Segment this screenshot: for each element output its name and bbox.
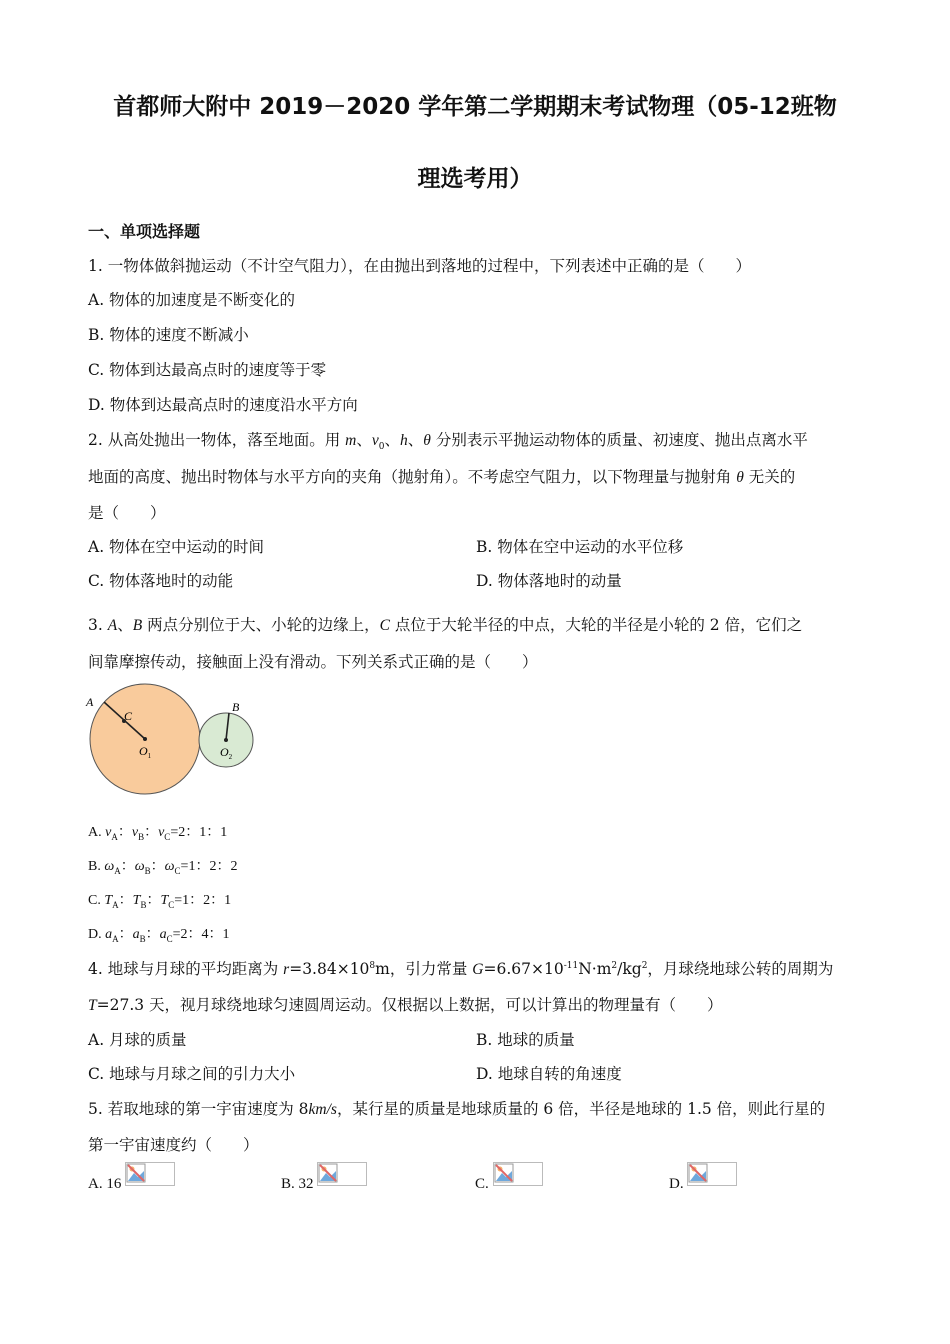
q4-stem-line2: T=27.3 天，视月球绕地球匀速圆周运动。仅根据以上数据，可以计算出的物理量有（ ） — [88, 996, 723, 1014]
q5-stem-line2: 第一宇宙速度约（ ） — [88, 1136, 259, 1154]
q4-stem-line1: 4. 地球与月球的平均距离为 $r=3.84\times 10^8m$，引力常量 $G=6.67\times 10^{-11}N\cdot m^2/kg^2$，月球绕地球公转的周期为 — [88, 960, 834, 978]
q5-option-c-label: C. — [475, 1176, 489, 1192]
broken-image-icon — [687, 1162, 737, 1186]
q3-option-d: D. $a_A$：$a_B$：$a_C=2$：4：1 — [88, 927, 230, 944]
q2-option-c: C. 物体落地时的动能 — [88, 572, 234, 590]
q1-stem: 1. 一物体做斜抛运动（不计空气阻力），在由抛出到落地的过程中，下列表述中正确的是（ ） — [88, 257, 751, 275]
label-o1: $O_1$ — [139, 744, 152, 760]
q3-option-b: B. $\omega_A$：$\omega_B$：$\omega_C=1$：2：2 — [88, 859, 238, 876]
q1-option-b: B. 物体的速度不断减小 — [88, 326, 249, 344]
q4-option-c: C. 地球与月球之间的引力大小 — [88, 1065, 296, 1083]
center-o1-dot — [143, 737, 147, 741]
q5-option-a-label: A. 16 — [88, 1176, 122, 1192]
broken-image-icon — [493, 1162, 543, 1186]
section-heading: 一、单项选择题 — [88, 222, 201, 241]
q1-option-d: D. 物体到达最高点时的速度沿水平方向 — [88, 396, 358, 414]
center-o2-dot — [224, 738, 228, 742]
q3-stem-line2: 间靠摩擦传动，接触面上没有滑动。下列关系式正确的是（ ） — [88, 653, 538, 671]
q3-option-a: A. $v_A$：$v_B$：$v_C=2$：1：1 — [88, 825, 228, 842]
q3-option-c: C. $T_A$：$T_B$：$T_C=1$：2：1 — [88, 893, 232, 910]
label-a: A — [86, 695, 94, 709]
q5-option-c — [475, 1176, 543, 1200]
q5-option-b-label: B. 32 — [281, 1176, 314, 1192]
broken-image-icon — [125, 1162, 175, 1186]
broken-image-icon — [317, 1162, 367, 1186]
page-title-line1: 首都师大附中 2019－2020 学年第二学期期末考试物理（05-12班物 — [113, 94, 837, 120]
q2-option-b: B. 物体在空中运动的水平位移 — [476, 538, 684, 556]
q2-stem-line1: 2. 从高处抛出一物体，落至地面。用 m、$v_0$、h、θ 分别表示平抛运动物体的质量、初速度、抛出点离水平 — [88, 431, 808, 453]
q2-stem-line3: 是（ ） — [88, 504, 166, 522]
label-b: B — [232, 700, 240, 714]
q3-stem-line1: 3. A、B 两点分别位于大、小轮的边缘上，C 点位于大轮半径的中点，大轮的半径是小轮的 2 倍，它们之 — [88, 616, 803, 634]
q2-option-d: D. 物体落地时的动量 — [476, 572, 622, 590]
q5-option-a — [88, 1176, 175, 1200]
q5-option-d — [669, 1176, 737, 1200]
q4-option-a: A. 月球的质量 — [88, 1031, 187, 1049]
q1-option-a: A. 物体的加速度是不断变化的 — [88, 291, 296, 309]
q1-option-c: C. 物体到达最高点时的速度等于零 — [88, 361, 327, 379]
q4-option-b: B. 地球的质量 — [476, 1031, 575, 1049]
page-title-line2: 理选考用） — [417, 166, 533, 192]
wheel-diagram — [84, 682, 264, 812]
q5-option-d-label: D. — [669, 1176, 684, 1192]
q4-option-d: D. 地球自转的角速度 — [476, 1065, 622, 1083]
label-c: C — [124, 709, 133, 723]
q2-option-a: A. 物体在空中运动的时间 — [88, 538, 265, 556]
q2-stem-line2: 地面的高度、抛出时物体与水平方向的夹角（抛射角）。不考虑空气阻力，以下物理量与抛射角 θ 无关的 — [88, 468, 796, 486]
label-o2: $O_2$ — [220, 745, 233, 761]
q5-stem-line1: 5. 若取地球的第一宇宙速度为 8km/s，某行星的质量是地球质量的 6 倍，半径是地球的 1.5 倍，则此行星的 — [88, 1100, 826, 1118]
q5-option-b — [281, 1176, 367, 1200]
